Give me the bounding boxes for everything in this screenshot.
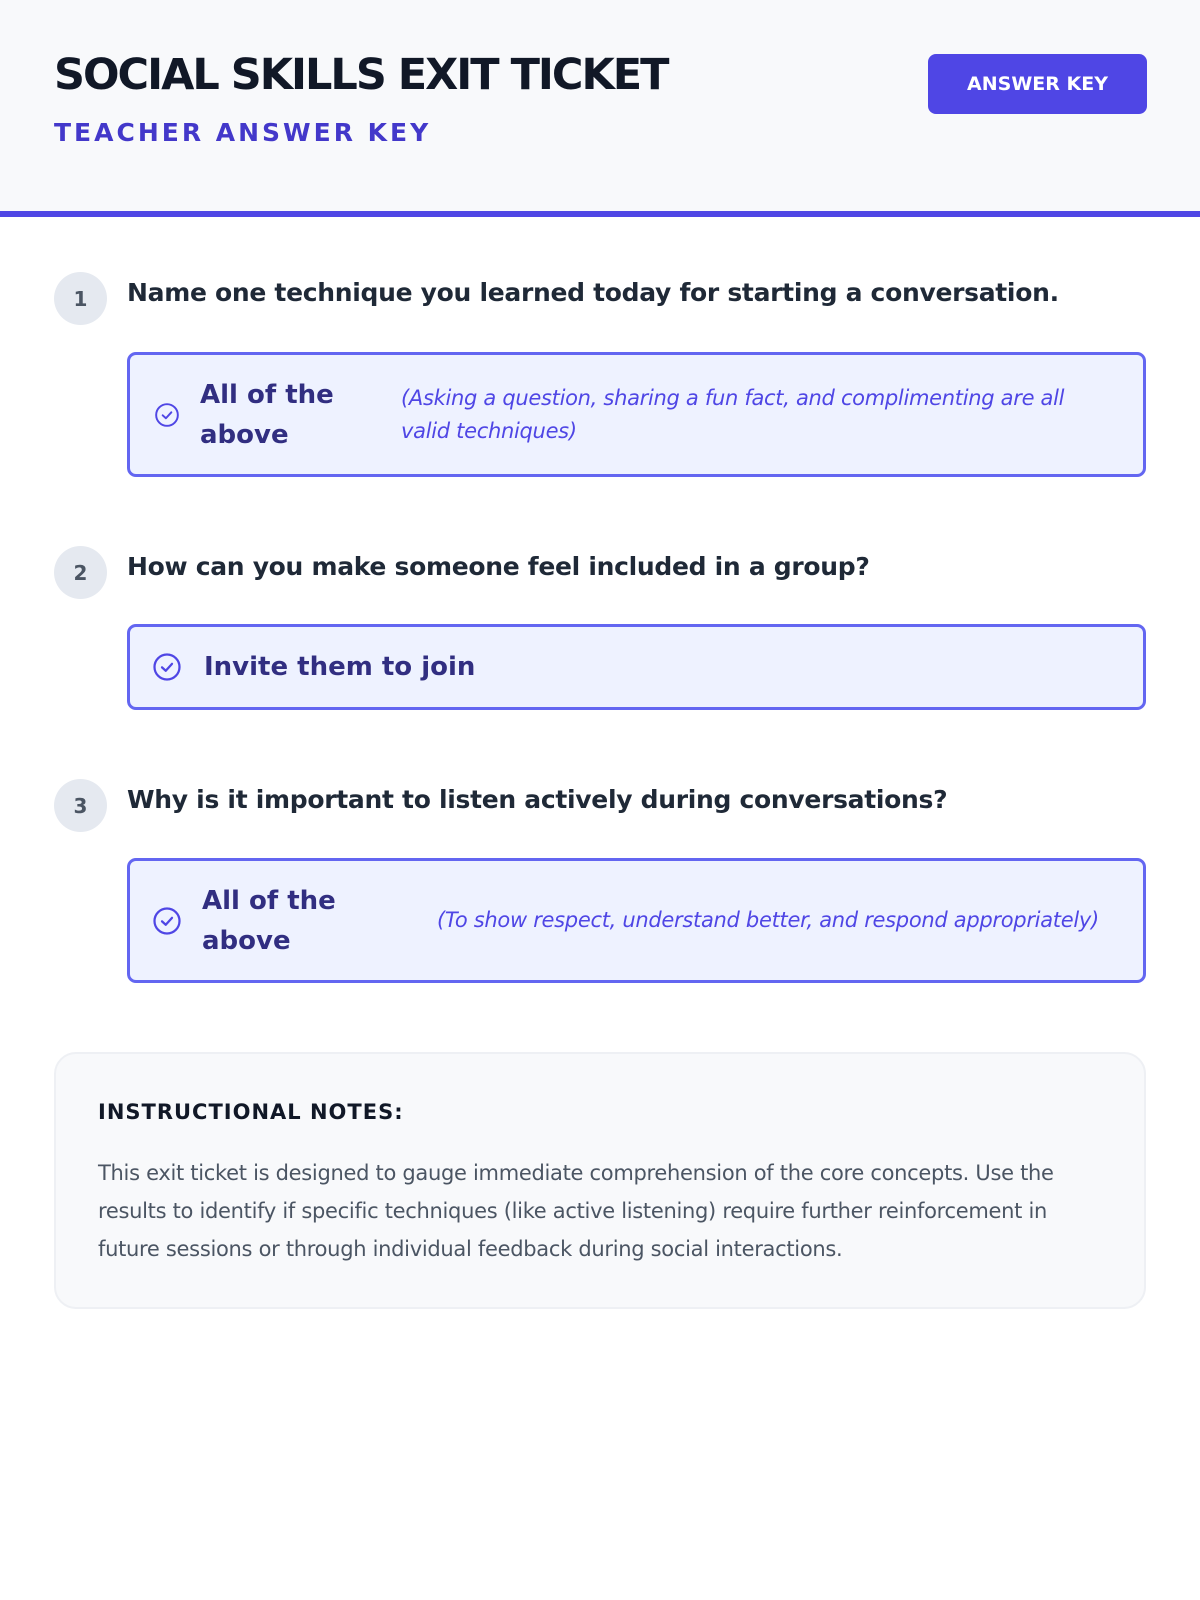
check-circle-icon (152, 652, 182, 682)
page-header (0, 0, 1200, 217)
instructional-notes (54, 1052, 1146, 1309)
page-subtitle: TEACHER ANSWER KEY (54, 118, 432, 147)
notes-body: This exit ticket is designed to gauge immediate comprehension of the core concepts. Use the results to identify if specific techniques (like active listening) require further reinforcement in future sessions or through individual feedback during social interactions. (98, 1161, 1054, 1261)
answer-label: All of the above (200, 379, 334, 450)
question-text: Why is it important to listen actively during conversations? (127, 785, 948, 814)
question-text: Name one technique you learned today for starting a conversation. (127, 278, 1059, 307)
answer-box (127, 858, 1146, 983)
question-2 (54, 546, 1146, 711)
check-circle-icon (152, 400, 182, 430)
answer-label: All of the above (202, 885, 336, 956)
answer-box (127, 352, 1146, 477)
question-number: 1 (54, 272, 107, 325)
question-number: 2 (54, 546, 107, 599)
answer-box (127, 624, 1146, 710)
answer-explanation: (To show respect, understand better, and respond appropriately) (437, 908, 1099, 932)
question-3 (54, 779, 1146, 984)
notes-title: INSTRUCTIONAL NOTES: (98, 1100, 404, 1124)
question-text: How can you make someone feel included in a group? (127, 552, 870, 581)
question-1 (54, 272, 1146, 482)
answer-label: Invite them to join (204, 652, 476, 682)
answer-explanation: (Asking a question, sharing a fun fact, and complimenting are all valid techniques) (401, 385, 1065, 443)
check-circle-icon (152, 906, 182, 936)
question-number: 3 (54, 779, 107, 832)
answer-key-badge: ANSWER KEY (928, 54, 1147, 114)
page-title: SOCIAL SKILLS EXIT TICKET (54, 50, 668, 100)
